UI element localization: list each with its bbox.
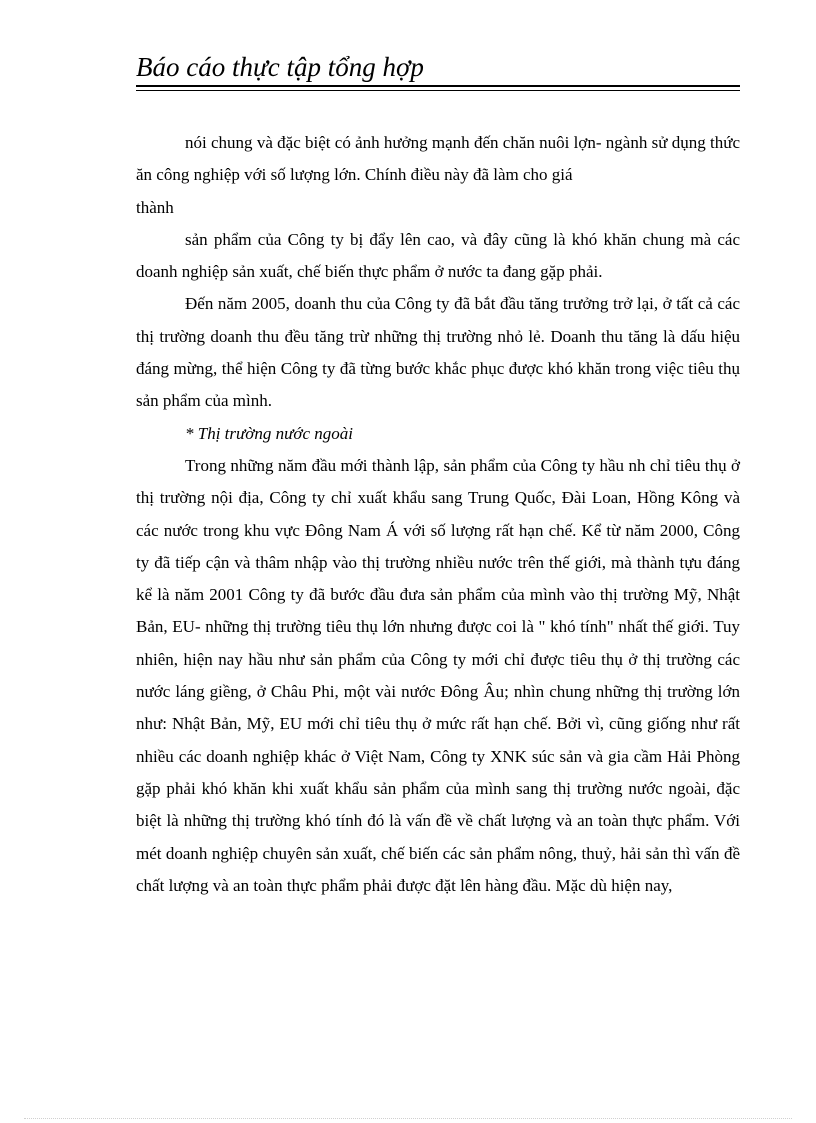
- paragraph-2: sản phẩm của Công ty bị đẩy lên cao, và đây cũng là khó khăn chung mà các doanh nghiệp sản xuất, chế biến thực phẩm ở nước ta đang gặp phải.: [136, 229, 740, 282]
- section-heading-foreign-market: * Thị trường nước ngoài: [185, 423, 353, 443]
- document-body: [136, 127, 740, 902]
- page-header: [136, 50, 740, 91]
- footer-dotted-rule: [24, 1118, 792, 1119]
- paragraph-1: nói chung và đặc biệt có ảnh hưởng mạnh đến chăn nuôi lợn- ngành sử dụng thức ăn công nghiệp với số lượng lớn. Chính điều này đã làm cho giá: [136, 133, 740, 185]
- paragraph-3: Đến năm 2005, doanh thu của Công ty đã bắt đầu tăng trưởng trở lại, ở tất cả các thị trường doanh thu đều tăng trừ những thị trường nhỏ lẻ. Doanh thu tăng là dấu hiệu đáng mừng, thể hiện Công ty đã từng bước khắc phục được khó khăn trong việc tiêu thụ sản phẩm của mình.: [136, 294, 740, 411]
- paragraph-1-continuation: thành: [136, 197, 174, 217]
- header-title: Báo cáo thực tập tổng hợp: [136, 52, 424, 82]
- header-rule-thin: [136, 90, 740, 91]
- header-rule-thick: [136, 85, 740, 88]
- paragraph-4: Trong những năm đầu mới thành lập, sản phẩm của Công ty hầu nh chỉ tiêu thụ ở thị trường nội địa, Công ty chỉ xuất khẩu sang Trung Quốc, Đài Loan, Hồng Kông và các nước trong khu vực Đông Nam Á với số lượng rất hạn chế. Kể từ năm 2000, Công ty đã tiếp cận và thâm nhập vào thị trường nhiều nước trên thế giới, mà thành tựu đáng kể là năm 2001 Công ty đã bước đầu đưa sản phẩm của mình vào thị trường Mỹ, Nhật Bản, EU- những thị trường tiêu thụ lớn nhưng được coi là " khó tính" nhất thế giới. Tuy nhiên, hiện nay hầu như sản phẩm của Công ty mới chỉ được tiêu thụ ở thị trường các nước láng giềng, ở Châu Phi, một vài nước Đông Âu; nhìn chung những thị trường lớn như: Nhật Bản, Mỹ, EU mới chỉ tiêu thụ ở mức rất hạn chế. Bởi vì, cũng giống như rất nhiều các doanh nghiệp khác ở Việt Nam, Công ty XNK súc sản và gia cầm Hải Phòng gặp phải khó khăn khi xuất khẩu sản phẩm của mình sang thị trường nước ngoài, đặc biệt là những thị trường khó tính đó là vấn đề về chất lượng và an toàn thực phẩm. Với mét doanh nghiệp chuyên sản xuất, chế biến các sản phẩm nông, thuỷ, hải sản thì vấn đề chất lượng và an toàn thực phẩm phải được đặt lên hàng đầu. Mặc dù hiện nay,: [136, 455, 740, 895]
